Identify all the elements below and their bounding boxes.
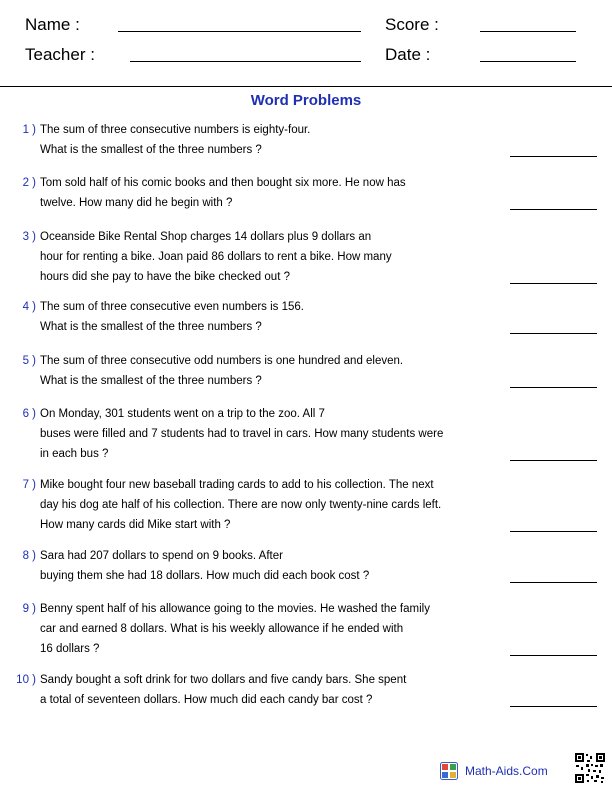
- problem-text-line: What is the smallest of the three numbers ?: [40, 144, 262, 156]
- problem-number: 10 ): [16, 674, 36, 686]
- answer-line[interactable]: [510, 283, 597, 284]
- problem-text-line: Oceanside Bike Rental Shop charges 14 dollars plus 9 dollars an: [40, 231, 372, 243]
- answer-line[interactable]: [510, 531, 597, 532]
- name-label: Name :: [25, 15, 80, 34]
- problem-text-line: twelve. How many did he begin with ?: [40, 197, 233, 209]
- problem-text-line: Benny spent half of his allowance going to the movies. He washed the family: [40, 603, 430, 615]
- problem-text-line: What is the smallest of the three numbers ?: [40, 375, 262, 387]
- teacher-label: Teacher :: [25, 45, 95, 64]
- problem-text-line: car and earned 8 dollars. What is his weekly allowance if he ended with: [40, 623, 404, 635]
- problem-text-line: buying them she had 18 dollars. How much did each book cost ?: [40, 570, 370, 582]
- date-label: Date :: [385, 45, 431, 64]
- problem-text-line: a total of seventeen dollars. How much did each candy bar cost ?: [40, 694, 373, 706]
- problem-text-line: Sandy bought a soft drink for two dollars and five candy bars. She spent: [40, 674, 407, 686]
- problem-number: 7 ): [22, 479, 36, 491]
- problem-text-line: How many cards did Mike start with ?: [40, 519, 231, 531]
- problem-text-line: On Monday, 301 students went on a trip to the zoo. All 7: [40, 408, 325, 420]
- problem-text-line: hours did she pay to have the bike checked out ?: [40, 271, 290, 283]
- answer-line[interactable]: [510, 209, 597, 210]
- problem-number: 4 ): [22, 301, 36, 313]
- problem-text-line: Tom sold half of his comic books and then bought six more. He now has: [40, 177, 406, 189]
- score-label: Score :: [385, 15, 439, 34]
- problem-text-line: day his dog ate half of his collection. There are now only twenty-nine cards left.: [40, 499, 442, 511]
- problem-text-line: Mike bought four new baseball trading cards to add to his collection. The next: [40, 479, 434, 491]
- answer-line[interactable]: [510, 706, 597, 707]
- problem-number: 1 ): [22, 124, 36, 136]
- problem-text-line: 16 dollars ?: [40, 643, 100, 655]
- date-answer-line[interactable]: [480, 61, 576, 62]
- problem-number: 5 ): [22, 355, 36, 367]
- problem-number: 8 ): [22, 550, 36, 562]
- answer-line[interactable]: [510, 333, 597, 334]
- answer-line[interactable]: [510, 460, 597, 461]
- problem-number: 2 ): [22, 177, 36, 189]
- problem-number: 9 ): [22, 603, 36, 615]
- teacher-answer-line[interactable]: [130, 61, 361, 62]
- brand-link[interactable]: Math-Aids.Com: [465, 764, 548, 778]
- answer-line[interactable]: [510, 655, 597, 656]
- problem-text-line: buses were filled and 7 students had to travel in cars. How many students were: [40, 428, 444, 440]
- problem-text-line: The sum of three consecutive odd numbers is one hundred and eleven.: [40, 355, 404, 367]
- problem-number: 3 ): [22, 231, 36, 243]
- problem-text-line: The sum of three consecutive numbers is eighty-four.: [40, 124, 311, 136]
- page-title: Word Problems: [250, 92, 362, 109]
- answer-line[interactable]: [510, 387, 597, 388]
- answer-line[interactable]: [510, 582, 597, 583]
- qr-code-icon: [574, 752, 606, 784]
- problem-text-line: What is the smallest of the three numbers ?: [40, 321, 262, 333]
- problem-text-line: hour for renting a bike. Joan paid 86 dollars to rent a bike. How many: [40, 251, 392, 263]
- math-aids-logo-icon: [440, 762, 458, 780]
- name-answer-line[interactable]: [118, 31, 361, 32]
- problem-text-line: The sum of three consecutive even numbers is 156.: [40, 301, 305, 313]
- problem-text-line: in each bus ?: [40, 448, 109, 460]
- problem-number: 6 ): [22, 408, 36, 420]
- answer-line[interactable]: [510, 156, 597, 157]
- header-divider: [0, 86, 612, 87]
- score-answer-line[interactable]: [480, 31, 576, 32]
- problem-text-line: Sara had 207 dollars to spend on 9 books. After: [40, 550, 283, 562]
